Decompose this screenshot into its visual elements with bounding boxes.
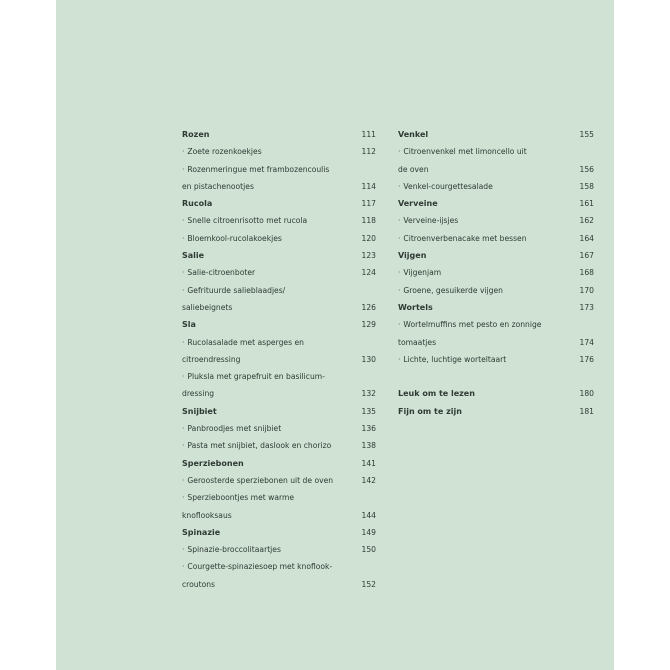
toc-entry-title	[182, 299, 232, 316]
toc-entry-text: Venkel-courgettesalade	[403, 181, 493, 191]
toc-entry	[182, 178, 376, 195]
toc-entry-title	[182, 178, 254, 195]
toc-entry-text: Leuk om te lezen	[398, 389, 475, 399]
toc-page-number: 126	[361, 302, 376, 312]
toc-entry-text: Fijn om te zijn	[398, 406, 462, 416]
toc-entry	[398, 264, 594, 281]
toc-entry-text: de oven	[398, 164, 429, 174]
toc-entry-title	[182, 507, 232, 524]
toc-page-number: 132	[361, 389, 376, 399]
toc-page-number: 170	[579, 285, 594, 295]
toc-section-heading	[398, 195, 594, 212]
toc-page-number: 123	[361, 251, 376, 261]
toc-page-number: 162	[579, 216, 594, 226]
toc-entry-text: knoflooksaus	[182, 510, 232, 520]
toc-page-number: 161	[579, 199, 594, 209]
toc-entry-text: Wortels	[398, 302, 433, 312]
toc-entry-text: Salie	[182, 251, 205, 261]
bullet-icon: ·	[182, 233, 185, 243]
toc-entry	[182, 368, 376, 385]
toc-entry-text: Sla	[182, 320, 196, 330]
toc-entry-title	[398, 403, 462, 420]
toc-entry	[398, 143, 594, 160]
bullet-icon: ·	[182, 372, 185, 382]
toc-entry	[182, 507, 376, 524]
toc-page-number: 118	[361, 216, 376, 226]
toc-entry-title	[182, 351, 240, 368]
toc-entry-title	[182, 264, 255, 281]
bullet-icon: ·	[182, 164, 185, 174]
toc-page-number: 144	[361, 510, 376, 520]
bullet-icon: ·	[182, 441, 185, 451]
toc-entry	[398, 230, 594, 247]
toc-entry-text: Panbroodjes met snijbiet	[187, 424, 282, 434]
bullet-icon: ·	[182, 475, 185, 485]
toc-page-number: 158	[579, 181, 594, 191]
toc-page-number: 138	[361, 441, 376, 451]
toc-entry-text: Vijgen	[398, 251, 427, 261]
bullet-icon: ·	[182, 562, 185, 572]
toc-entry	[182, 264, 376, 281]
toc-entry-title	[182, 576, 215, 593]
toc-entry	[182, 161, 376, 178]
toc-entry-title	[398, 385, 475, 402]
toc-page-number: 173	[579, 302, 594, 312]
toc-entry-text: Lichte, luchtige worteltaart	[403, 354, 507, 364]
toc-entry-title	[398, 316, 541, 333]
toc-entry-text: Spinazie	[182, 527, 221, 537]
toc-page-number: 167	[579, 251, 594, 261]
bullet-icon: ·	[182, 147, 185, 157]
toc-entry	[398, 161, 594, 178]
toc-entry-title	[398, 212, 458, 229]
bullet-icon: ·	[398, 216, 401, 226]
toc-page-number: 130	[361, 354, 376, 364]
toc-entry-text: Wortelmuffins met pesto en zonnige	[403, 320, 542, 330]
toc-entry-title	[182, 489, 294, 506]
toc-entry-title	[398, 351, 506, 368]
toc-page-number: 150	[361, 545, 376, 555]
bullet-icon: ·	[182, 493, 185, 503]
bullet-icon: ·	[182, 285, 185, 295]
toc-entry	[182, 282, 376, 299]
toc-entry	[182, 558, 376, 575]
toc-entry-text: Groene, gesuikerde vijgen	[403, 285, 503, 295]
toc-entry	[182, 489, 376, 506]
toc-entry-title	[182, 143, 262, 160]
toc-section-heading	[182, 247, 376, 264]
toc-entry-text: Rucolasalade met asperges en	[187, 337, 304, 347]
toc-section-heading	[398, 299, 594, 316]
toc-page-number: 168	[579, 268, 594, 278]
toc-section-heading	[182, 524, 376, 541]
toc-entry-text: Venkel	[398, 130, 429, 139]
toc-entry-title	[182, 195, 212, 212]
toc-entry-title	[398, 161, 429, 178]
toc-entry-title	[182, 212, 307, 229]
toc-entry-text: Courgette-spinaziesoep met knoflook-	[187, 562, 333, 572]
toc-entry	[398, 351, 594, 368]
toc-entry-text: Gefrituurde salieblaadjes/	[187, 285, 286, 295]
toc-page-number: 111	[361, 130, 376, 139]
toc-entry-text: Verveine	[398, 199, 438, 209]
toc-page-number: 155	[579, 130, 594, 139]
toc-entry-title	[398, 143, 527, 160]
toc-left-column	[182, 126, 376, 593]
toc-entry	[182, 143, 376, 160]
toc-entry-title	[398, 282, 503, 299]
toc-page-number: 149	[361, 527, 376, 537]
toc-section-heading	[182, 126, 376, 143]
toc-entry	[182, 230, 376, 247]
toc-entry-text: tomaatjes	[398, 337, 437, 347]
toc-entry-text: Verveine-ijsjes	[403, 216, 459, 226]
toc-entry-title	[182, 161, 329, 178]
toc-entry-text: Citroenvenkel met limoncello uit	[403, 147, 527, 157]
toc-section-heading	[182, 316, 376, 333]
toc-entry-text: Vijgenjam	[403, 268, 442, 278]
toc-entry-title	[182, 126, 209, 143]
toc-page-number: 120	[361, 233, 376, 243]
toc-entry-title	[182, 524, 220, 541]
toc-entry	[182, 212, 376, 229]
toc-page-number: 135	[361, 406, 376, 416]
toc-entry	[398, 212, 594, 229]
toc-entry-text: Bloemkool-rucolakoekjes	[187, 233, 282, 243]
toc-page-number: 156	[579, 164, 594, 174]
toc-entry	[398, 316, 594, 333]
toc-entry-text: Snijbiet	[182, 406, 217, 416]
toc-entry-text: Snelle citroenrisotto met rucola	[187, 216, 308, 226]
toc-entry	[182, 385, 376, 402]
toc-page-number: 164	[579, 233, 594, 243]
toc-entry-text: citroendressing	[182, 354, 241, 364]
toc-entry-text: Sperziebonen	[182, 458, 244, 468]
toc-entry-title	[182, 455, 244, 472]
toc-page-number: 180	[579, 389, 594, 399]
bullet-icon: ·	[398, 285, 401, 295]
toc-page-number: 117	[361, 199, 376, 209]
toc-page-number: 176	[579, 354, 594, 364]
toc-entry	[182, 576, 376, 593]
toc-entry-title	[182, 247, 204, 264]
toc-page-number: 152	[361, 579, 376, 589]
toc-entry	[182, 420, 376, 437]
toc-entry-title	[182, 420, 281, 437]
toc-entry-title	[398, 178, 493, 195]
toc-entry-text: Salie-citroenboter	[187, 268, 256, 278]
toc-entry	[398, 178, 594, 195]
toc-section-heading	[398, 126, 594, 143]
toc-section-heading	[398, 403, 594, 420]
toc-entry-title	[182, 230, 282, 247]
toc-section-heading	[182, 455, 376, 472]
bullet-icon: ·	[398, 147, 401, 157]
toc-entry	[182, 541, 376, 558]
toc-entry-text: Pluksla met grapefruit en basilicum-	[187, 372, 325, 382]
bullet-icon: ·	[182, 337, 185, 347]
toc-page-number: 142	[361, 475, 376, 485]
toc-entry-text: saliebeignets	[182, 302, 233, 312]
toc-entry-title	[398, 299, 433, 316]
toc-entry-title	[182, 334, 304, 351]
toc-spacer	[398, 368, 594, 385]
bullet-icon: ·	[398, 320, 401, 330]
toc-page-number: 129	[361, 320, 376, 330]
toc-entry-title	[182, 403, 217, 420]
toc-entry-text: en pistachenootjes	[182, 181, 254, 191]
toc-entry-title	[398, 230, 527, 247]
toc-entry-text: Rucola	[182, 199, 213, 209]
toc-page-number: 114	[361, 181, 376, 191]
toc-entry-text: dressing	[182, 389, 215, 399]
toc-entry-title	[182, 437, 331, 454]
bullet-icon: ·	[182, 216, 185, 226]
toc-entry-text: Spinazie-broccolitaartjes	[187, 545, 281, 555]
toc-entry	[182, 351, 376, 368]
toc-entry-text: Zoete rozenkoekjes	[187, 147, 262, 157]
bullet-icon: ·	[398, 233, 401, 243]
toc-entry-text: Rozen	[182, 130, 210, 139]
bullet-icon: ·	[182, 545, 185, 555]
toc-entry-title	[182, 385, 214, 402]
toc-page-number: 141	[361, 458, 376, 468]
toc-section-heading	[398, 385, 594, 402]
bullet-icon: ·	[398, 268, 401, 278]
toc-entry-title	[182, 316, 196, 333]
toc-entry-text: Sperzieboontjes met warme	[187, 493, 295, 503]
toc-section-heading	[182, 195, 376, 212]
toc-entry-title	[398, 264, 441, 281]
toc-entry-text: croutons	[182, 579, 215, 589]
toc-entry-title	[182, 368, 325, 385]
toc-page-number: 174	[579, 337, 594, 347]
toc-entry	[182, 334, 376, 351]
toc-page-number: 136	[361, 424, 376, 434]
toc-entry-title	[398, 334, 436, 351]
toc-entry-title	[398, 126, 428, 143]
toc-entry-title	[182, 541, 281, 558]
toc-entry-title	[182, 282, 285, 299]
bullet-icon: ·	[182, 424, 185, 434]
toc-entry-text: Citroenverbenacake met bessen	[403, 233, 527, 243]
toc-entry	[398, 334, 594, 351]
toc-entry	[182, 437, 376, 454]
toc-section-heading	[398, 247, 594, 264]
toc-entry	[182, 299, 376, 316]
toc-page-number: 181	[579, 406, 594, 416]
toc-entry	[398, 282, 594, 299]
toc-entry-text: Geroosterde sperziebonen uit de oven	[187, 475, 334, 485]
toc-page-number: 112	[361, 147, 376, 157]
toc-page-number: 124	[361, 268, 376, 278]
book-page	[56, 0, 614, 670]
bullet-icon: ·	[398, 354, 401, 364]
toc-entry-title	[182, 558, 332, 575]
toc-entry-text: Rozenmeringue met frambozencoulis	[187, 164, 330, 174]
toc-entry	[182, 472, 376, 489]
bullet-icon: ·	[182, 268, 185, 278]
toc-section-heading	[182, 403, 376, 420]
toc-entry-title	[398, 195, 438, 212]
toc-right-column	[398, 126, 594, 420]
toc-entry-title	[398, 247, 426, 264]
toc-entry-title	[182, 472, 333, 489]
toc-entry-text: Pasta met snijbiet, daslook en chorizo	[187, 441, 332, 451]
bullet-icon: ·	[398, 181, 401, 191]
